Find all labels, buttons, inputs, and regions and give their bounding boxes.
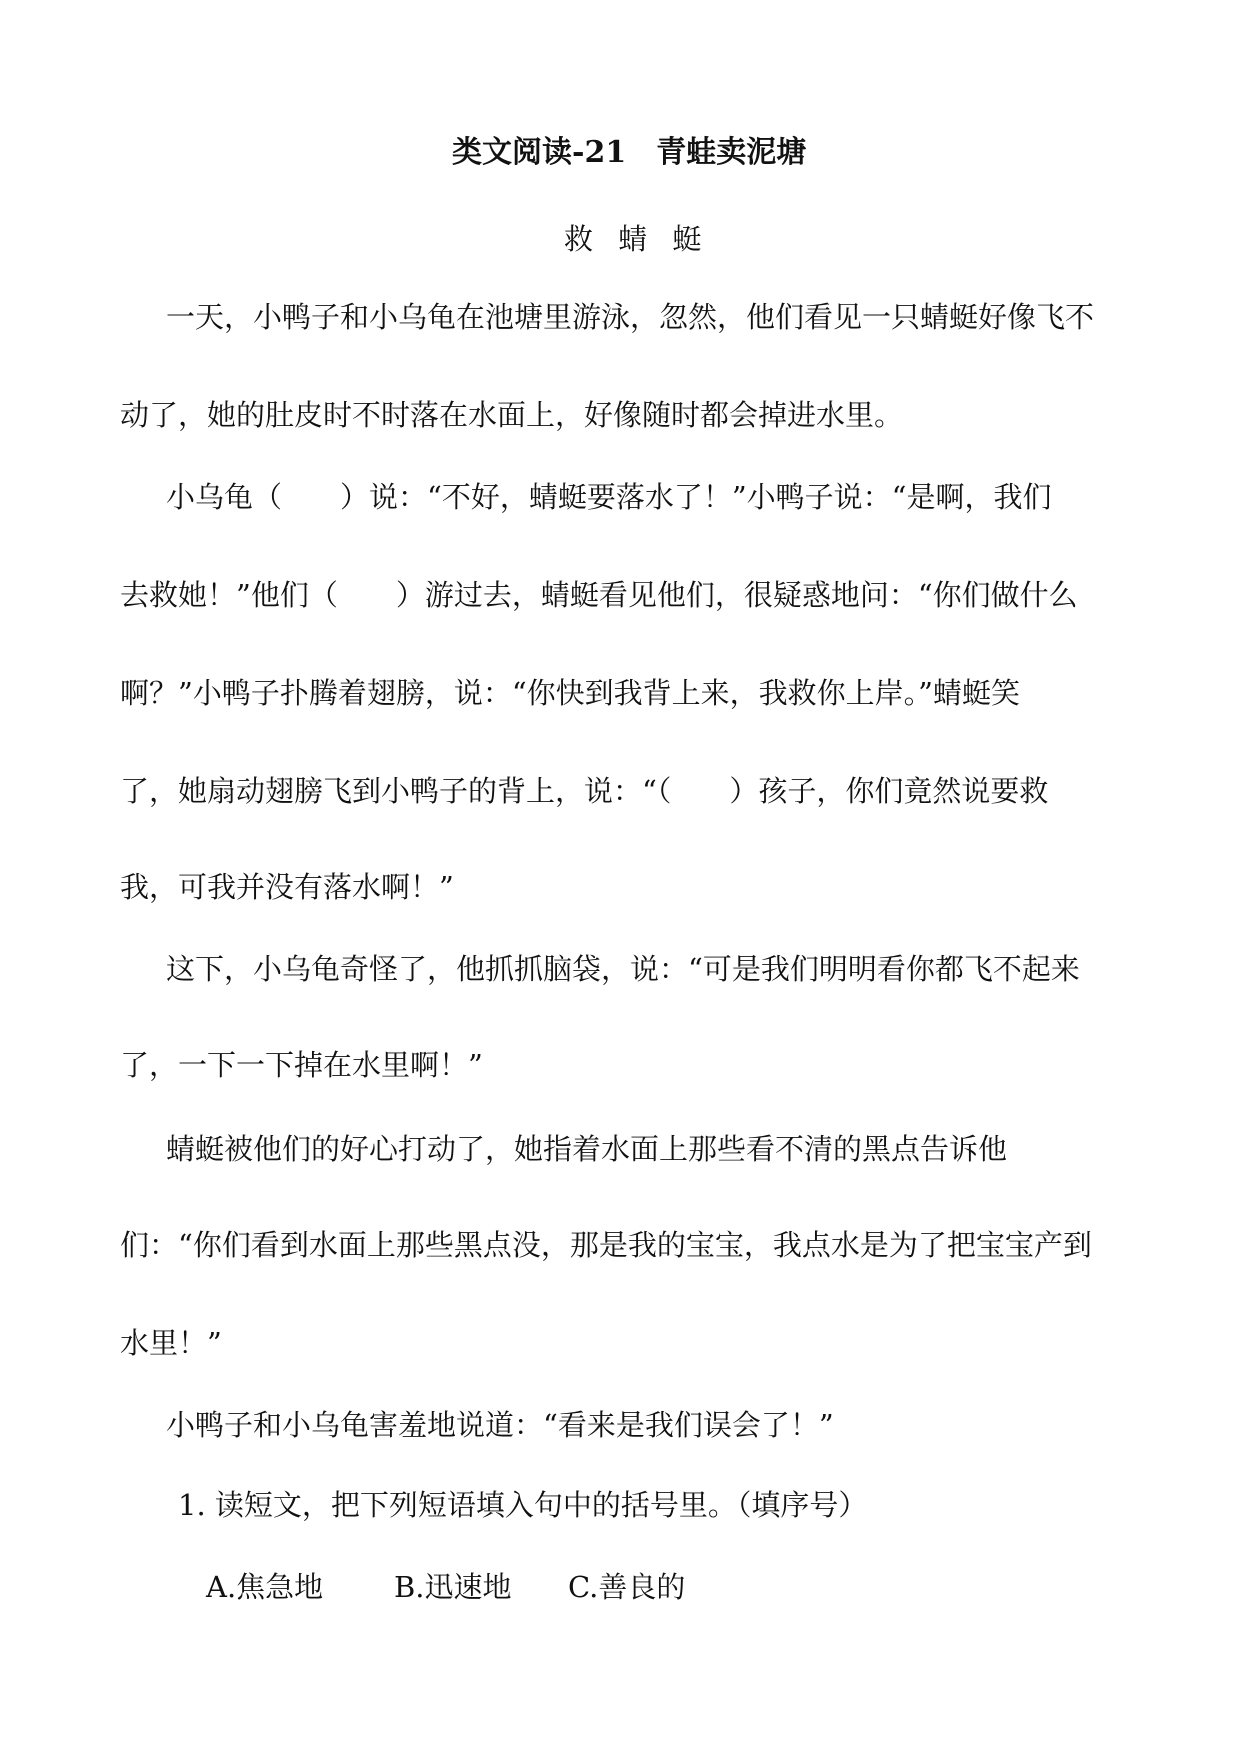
paragraph-line: 蜻蜓被他们的好心打动了，她指着水面上那些看不清的黑点告诉他 <box>166 1132 1008 1166</box>
paragraph-line: 小乌龟（ ）说：“不好，蜻蜓要落水了！”小鸭子说：“是啊，我们 <box>166 480 1052 514</box>
paragraph-line: 动了，她的肚皮时不时落在水面上，好像随时都会掉进水里。 <box>120 398 904 432</box>
story-title: 救 蜻 蜓 <box>564 222 710 256</box>
paragraph-line: 啊？”小鸭子扑腾着翅膀，说：“你快到我背上来，我救你上岸。”蜻蜓笑 <box>120 676 1020 710</box>
option-a: A.焦急地 <box>206 1570 324 1604</box>
page-title: 类文阅读-21 青蛙卖泥塘 <box>452 135 807 170</box>
paragraph-line: 我，可我并没有落水啊！” <box>120 870 454 904</box>
paragraph-line: 了，她扇动翅膀飞到小鸭子的背上，说：“（ ）孩子，你们竟然说要救 <box>120 774 1049 808</box>
option-c: C.善良的 <box>568 1570 686 1604</box>
paragraph-line: 了，一下一下掉在水里啊！” <box>120 1048 483 1082</box>
paragraph-line: 这下，小乌龟奇怪了，他抓抓脑袋，说：“可是我们明明看你都飞不起来 <box>166 952 1080 986</box>
paragraph-line: 去救她！”他们（ ）游过去，蜻蜓看见他们，很疑惑地问：“你们做什么 <box>120 578 1078 612</box>
paragraph-line: 水里！” <box>120 1326 222 1360</box>
option-b: B.迅速地 <box>394 1570 512 1604</box>
paragraph-line: 一天，小鸭子和小乌龟在池塘里游泳，忽然，他们看见一只蜻蜓好像飞不 <box>166 300 1095 334</box>
paragraph-line: 小鸭子和小乌龟害羞地说道：“看来是我们误会了！” <box>166 1408 834 1442</box>
paragraph-line: 们：“你们看到水面上那些黑点没，那是我的宝宝，我点水是为了把宝宝产到 <box>120 1228 1092 1262</box>
question-1: 1. 读短文，把下列短语填入句中的括号里。（填序号） <box>178 1488 868 1522</box>
